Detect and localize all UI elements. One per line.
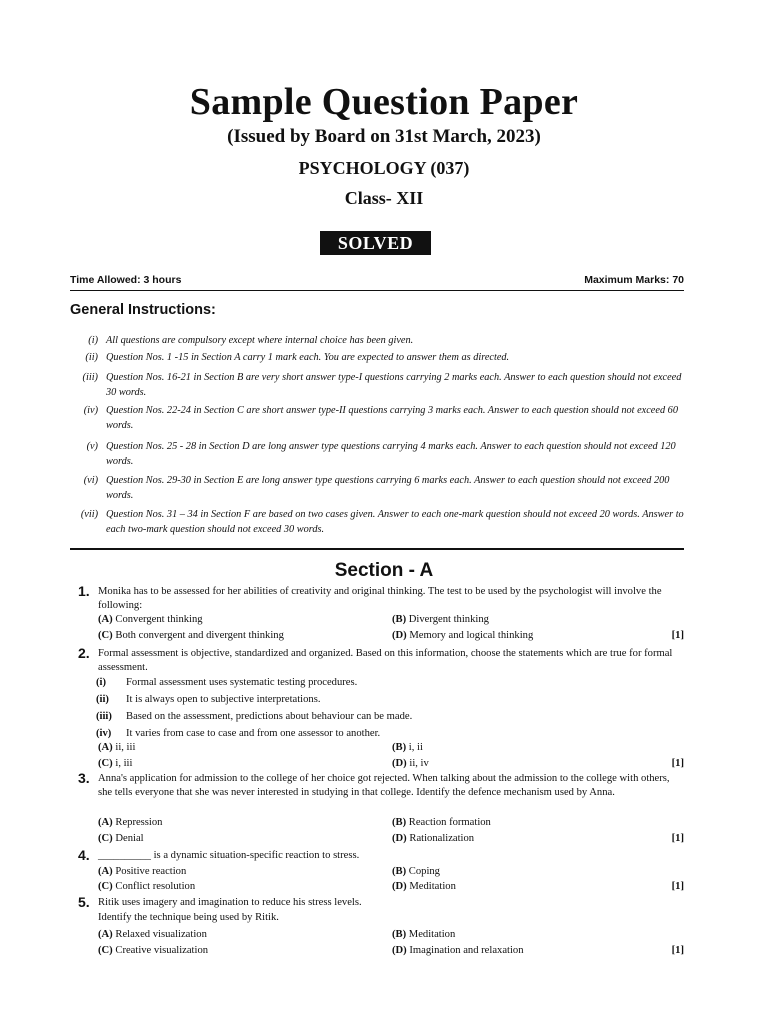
question-text: Ritik uses imagery and imagination to reduce his stress levels. bbox=[98, 897, 362, 908]
option-d: (D) Memory and logical thinking bbox=[392, 630, 534, 641]
statement-item: (i) Formal assessment uses systematic testing procedures. bbox=[96, 677, 358, 688]
option-b: (B) i, ii bbox=[392, 742, 423, 753]
instruction-text: Question Nos. 22-24 in Section C are short answer type-II questions carrying 3 marks each. Answer to each question should not exceed 60 words. bbox=[106, 405, 678, 431]
option-c: (C) Conflict resolution bbox=[98, 881, 196, 892]
option-a: (A) ii, iii bbox=[98, 742, 136, 753]
option-d: (D) Meditation bbox=[392, 881, 456, 892]
option-d: (D) Rationalization bbox=[392, 833, 475, 844]
question-text: Monika has to be assessed for her abilities of creativity and original thinking. The test to be used by the psychologist will involve the following: bbox=[98, 586, 662, 611]
question-number: 4. bbox=[78, 847, 90, 863]
statement-item: (ii) It is always open to subjective interpretations. bbox=[96, 694, 321, 705]
instruction-number: (vi) bbox=[83, 475, 98, 486]
marks-label: [1] bbox=[671, 758, 684, 769]
instructions-divider bbox=[70, 548, 684, 550]
option-c: (C) Both convergent and divergent thinking bbox=[98, 630, 284, 641]
instruction-number: (iii) bbox=[82, 372, 98, 383]
subject-line: PSYCHOLOGY (037) bbox=[298, 158, 470, 178]
class-line: Class- XII bbox=[344, 188, 424, 208]
option-c: (C) i, iii bbox=[98, 758, 133, 769]
question-text: __________ is a dynamic situation-specific reaction to stress. bbox=[98, 850, 360, 861]
question-number: 2. bbox=[78, 645, 90, 661]
instruction-text: All questions are compulsory except where internal choice has been given. bbox=[106, 335, 414, 346]
solved-badge: SOLVED bbox=[320, 231, 431, 255]
question-number: 1. bbox=[78, 583, 90, 599]
option-d: (D) Imagination and relaxation bbox=[392, 945, 524, 956]
instructions-heading: General Instructions: bbox=[70, 302, 216, 318]
marks-label: [1] bbox=[671, 945, 684, 956]
time-allowed: Time Allowed: 3 hours bbox=[70, 274, 182, 286]
option-b: (B) Meditation bbox=[392, 929, 456, 940]
marks-label: [1] bbox=[671, 881, 684, 892]
statement-item: (iii) Based on the assessment, predictions about behaviour can be made. bbox=[96, 711, 413, 722]
question-number: 5. bbox=[78, 894, 90, 910]
instruction-number: (iv) bbox=[83, 405, 98, 416]
paper-title: Sample Question Paper bbox=[189, 81, 579, 123]
question-text: Anna's application for admission to the college of her choice got rejected. When talking about the admission to the college with others, she tells everyone that she was never interested in studying in that college. Identify the defence mechanism used by Anna. bbox=[98, 773, 670, 798]
maximum-marks: Maximum Marks: 70 bbox=[584, 274, 684, 286]
option-a: (A) Repression bbox=[98, 817, 163, 828]
instruction-text: Question Nos. 29-30 in Section E are long answer type questions carrying 6 marks each. Answer to each question should not exceed 200 words. bbox=[106, 475, 670, 501]
instruction-number: (v) bbox=[86, 441, 98, 452]
instruction-text: Question Nos. 16-21 in Section B are very short answer type-I questions carrying 2 marks each. Answer to each question should not exceed 30 words. bbox=[106, 372, 682, 398]
option-b: (B) Divergent thinking bbox=[392, 614, 489, 625]
option-d: (D) ii, iv bbox=[392, 758, 429, 769]
header-divider bbox=[70, 290, 684, 291]
instruction-number: (vii) bbox=[80, 509, 98, 520]
instruction-number: (ii) bbox=[85, 352, 98, 363]
instruction-number: (i) bbox=[88, 335, 98, 346]
option-b: (B) Coping bbox=[392, 866, 440, 877]
instruction-text: Question Nos. 25 - 28 in Section D are long answer type questions carrying 4 marks each. Answer to each question should not exceed 120 words. bbox=[106, 441, 676, 467]
instruction-text: Question Nos. 1 -15 in Section A carry 1 mark each. You are expected to answer them as directed. bbox=[106, 352, 510, 363]
issued-line: (Issued by Board on 31st March, 2023) bbox=[227, 126, 541, 147]
option-c: (C) Creative visualization bbox=[98, 945, 209, 956]
statement-item: (iv) It varies from case to case and from one assessor to another. bbox=[96, 728, 381, 739]
option-c: (C) Denial bbox=[98, 833, 144, 844]
option-a: (A) Positive reaction bbox=[98, 866, 187, 877]
section-title: Section - A bbox=[334, 560, 434, 581]
question-number: 3. bbox=[78, 770, 90, 786]
option-a: (A) Convergent thinking bbox=[98, 614, 203, 625]
question-text-2: Identify the technique being used by Ritik. bbox=[98, 912, 279, 923]
instruction-text: Question Nos. 31 – 34 in Section F are based on two cases given. Answer to each one-mark question should not exceed 20 words. Answer to each two-mark question should not exceed 30 words. bbox=[106, 509, 684, 535]
option-a: (A) Relaxed visualization bbox=[98, 929, 207, 940]
question-text: Formal assessment is objective, standardized and organized. Based on this information, choose the statements which are true for formal assessment. bbox=[98, 648, 673, 673]
marks-label: [1] bbox=[671, 630, 684, 641]
option-b: (B) Reaction formation bbox=[392, 817, 491, 828]
marks-label: [1] bbox=[671, 833, 684, 844]
